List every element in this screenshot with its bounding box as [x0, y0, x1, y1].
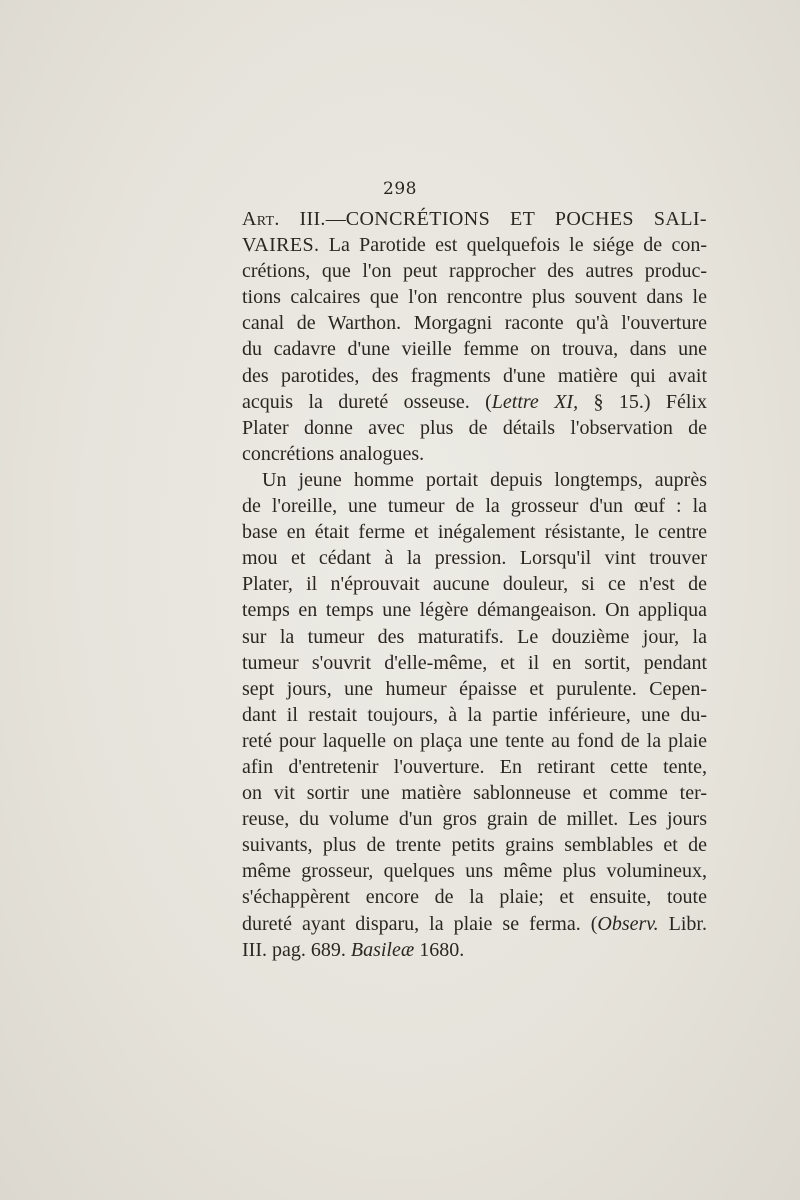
text-run: canal de Warthon. Morgagni raconte qu'à l'ouverture	[242, 312, 707, 335]
text-run: tions calcaires que l'on rencontre plus souvent dans le	[242, 286, 707, 309]
text-run: 1680.	[414, 938, 465, 961]
text-line	[242, 858, 707, 884]
italic-citation: Basileæ	[350, 938, 415, 961]
italic-citation: Lettre XI,	[491, 390, 579, 413]
text-line	[242, 310, 707, 336]
text-line	[242, 519, 707, 545]
text-line	[242, 441, 707, 467]
paragraph	[242, 467, 707, 963]
text-run: Art. III.	[242, 208, 326, 230]
text-run: § 15.) Félix	[578, 390, 707, 413]
text-run: sept jours, une humeur épaisse et purulente. Cepen-	[242, 677, 707, 700]
text-line	[242, 676, 707, 702]
text-line	[242, 284, 707, 310]
text-run: des parotides, des fragments d'une matière qui avait	[242, 364, 707, 387]
paragraph	[242, 206, 707, 467]
text-run: —	[325, 208, 346, 230]
text-line	[242, 232, 707, 258]
text-run: du cadavre d'une vieille femme on trouva, dans une	[242, 338, 707, 361]
text-line	[242, 702, 707, 728]
text-line	[242, 937, 707, 963]
text-line	[242, 389, 707, 415]
text-run: dant il restait toujours, à la partie inférieure, une du-	[242, 703, 707, 726]
text-run: III. pag. 689.	[242, 938, 351, 961]
text-line	[242, 911, 707, 937]
text-line	[242, 754, 707, 780]
text-run: Plater donne avec plus de détails l'observation de	[242, 416, 707, 439]
text-run: CONCRÉTIONS ET POCHES SALI-	[345, 208, 707, 230]
text-line	[242, 884, 707, 910]
body-text	[242, 206, 707, 963]
page-number: 298	[383, 179, 417, 199]
text-run: même grosseur, quelques uns même plus volumineux,	[242, 860, 707, 883]
text-line	[242, 728, 707, 754]
text-line	[242, 832, 707, 858]
text-line	[242, 597, 707, 623]
text-run: reté pour laquelle on plaça une tente au fond de la plaie	[242, 729, 707, 752]
text-run: sur la tumeur des maturatifs. Le douzième jour, la	[242, 625, 707, 648]
italic-citation: Observ.	[597, 912, 659, 935]
text-line	[242, 258, 707, 284]
text-line	[242, 415, 707, 441]
text-run: mou et cédant à la pression. Lorsqu'il vint trouver	[242, 547, 707, 570]
text-line	[242, 206, 707, 232]
text-run: concrétions analogues.	[242, 442, 425, 465]
text-run: VAIRES.	[242, 234, 320, 257]
text-run: acquis la dureté osseuse. (	[242, 390, 492, 413]
text-run: La Parotide est quelquefois le siége de con-	[319, 234, 707, 257]
text-line	[242, 806, 707, 832]
text-line	[242, 624, 707, 650]
text-run: Un jeune homme portait depuis longtemps, auprès	[262, 468, 707, 491]
text-line	[242, 545, 707, 571]
text-run: on vit sortir une matière sablonneuse et comme ter-	[242, 782, 707, 805]
text-run: suivants, plus de trente petits grains semblables et de	[242, 834, 707, 857]
text-line	[242, 493, 707, 519]
text-run: temps en temps une légère démangeaison. On appliqua	[242, 599, 707, 622]
text-line	[242, 571, 707, 597]
text-line	[242, 363, 707, 389]
text-run: Plater, il n'éprouvait aucune douleur, si ce n'est de	[242, 573, 707, 596]
text-run: de l'oreille, une tumeur de la grosseur d'un œuf : la	[242, 495, 707, 518]
text-run: dureté ayant disparu, la plaie se ferma. (	[242, 912, 598, 935]
text-line	[242, 467, 707, 493]
text-line	[242, 650, 707, 676]
text-line	[242, 336, 707, 362]
text-run: base en était ferme et inégalement résistante, le centre	[242, 521, 707, 544]
text-run: reuse, du volume d'un gros grain de millet. Les jours	[242, 808, 707, 831]
text-run: crétions, que l'on peut rapprocher des autres produc-	[242, 260, 707, 283]
text-line	[242, 780, 707, 806]
text-run: afin d'entretenir l'ouverture. En retirant cette tente,	[242, 755, 707, 778]
text-run: tumeur s'ouvrit d'elle-même, et il en sortit, pendant	[242, 651, 707, 674]
text-run: s'échappèrent encore de la plaie; et ensuite, toute	[242, 886, 707, 909]
text-run: Libr.	[658, 912, 707, 935]
